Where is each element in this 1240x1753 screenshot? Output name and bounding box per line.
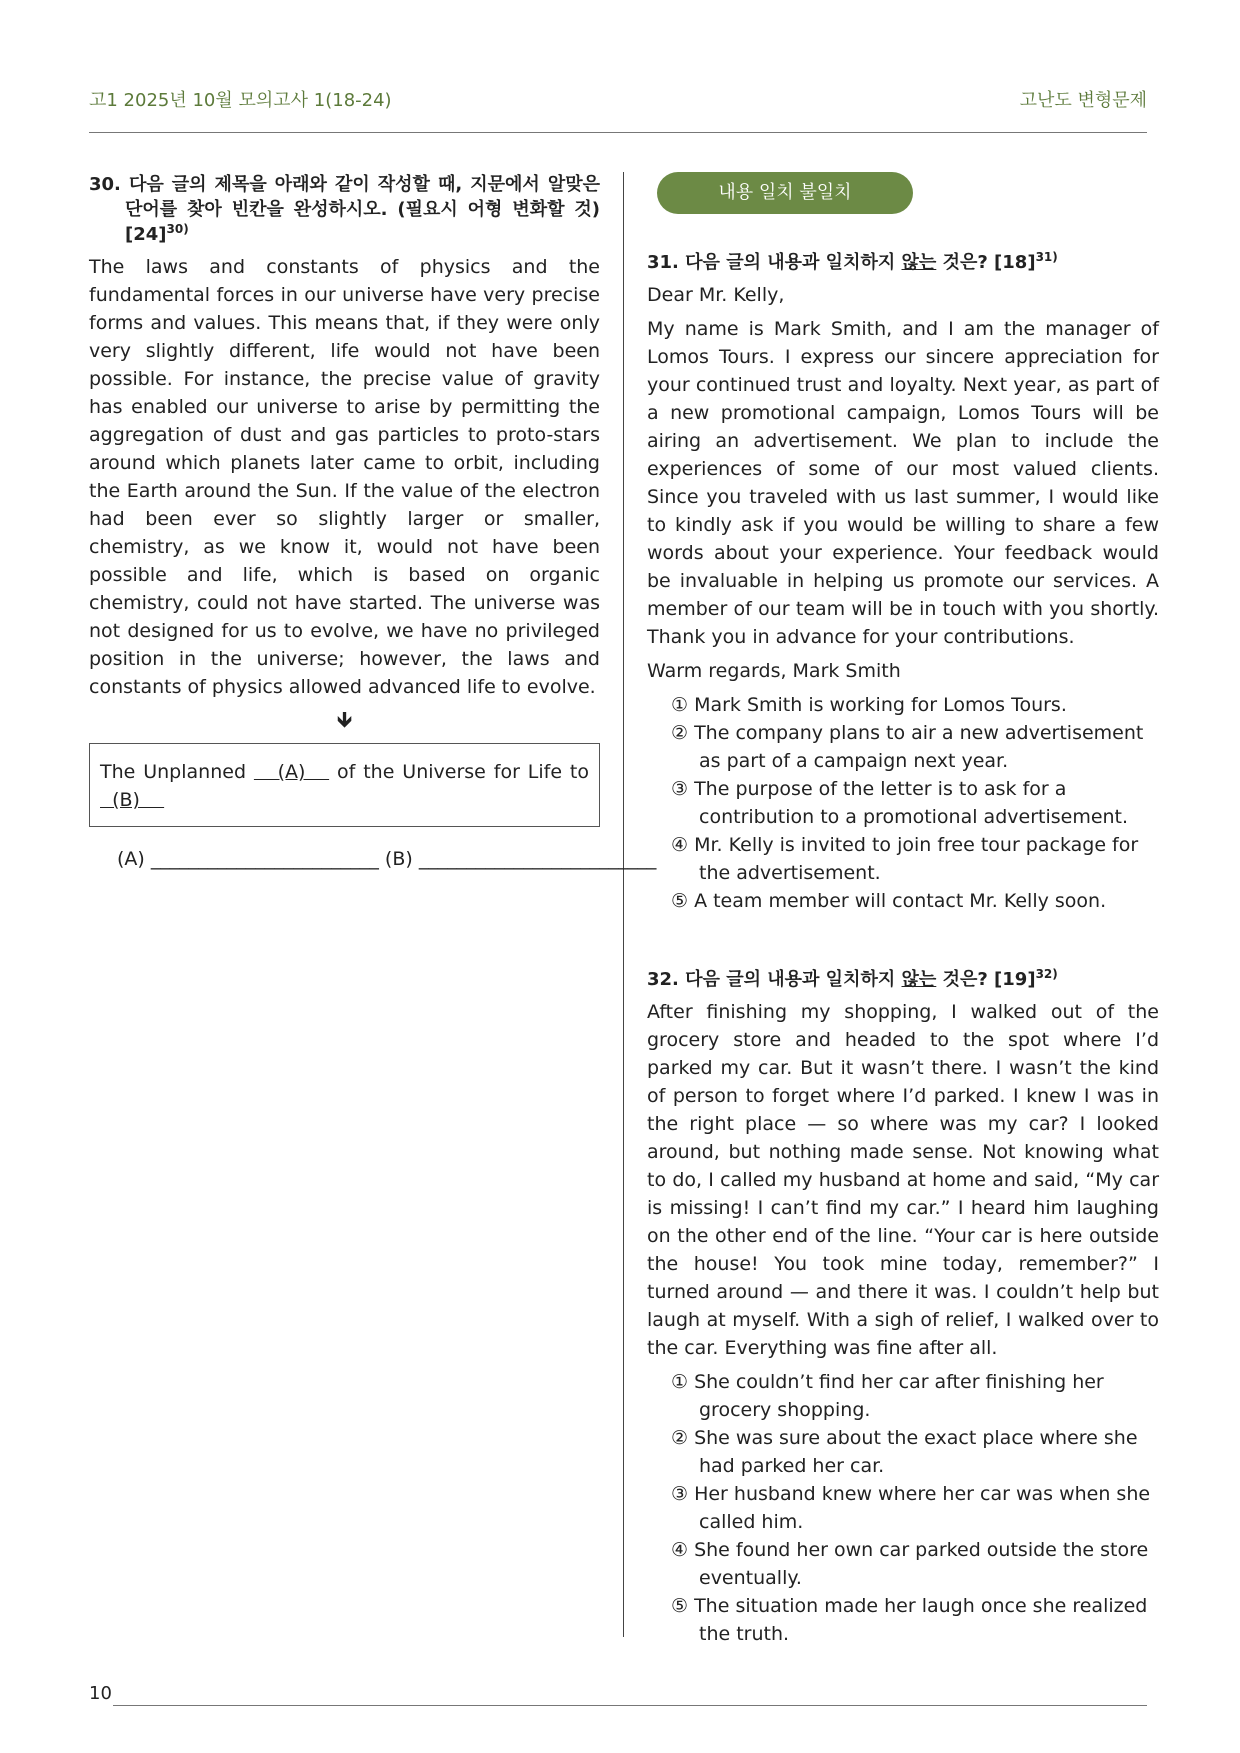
down-arrow-icon: 🡻 <box>336 708 353 733</box>
question-32-options <box>647 1368 1159 1648</box>
question-31-title <box>647 250 1159 275</box>
answer-a-line[interactable]: ________________________ <box>150 848 379 870</box>
letter-body: My name is Mark Smith, and I am the manager of Lomos Tours. I express our sincere appreciation for your continued trust and loyalty. Next year, as part of a new promotional campaign, Lomos Tours will be airing an advertisement. We plan to include the experiences of some of our most valued clients. Since you traveled with us last summer, I would like to kindly ask if you would be willing to share a few words about your experience. Your feedback would be invaluable in helping us promote our services. A member of our team will be in touch with you shortly. Thank you in advance for your contributions. <box>647 318 1159 648</box>
letter-salutation: Dear Mr. Kelly, <box>647 284 785 306</box>
blank-a: (A) <box>253 761 330 783</box>
answer-a-label: (A) <box>117 848 145 870</box>
question-30-passage: The laws and constants of physics and the fundamental forces in our universe have very precise forms and values. This means that, if they were only very slightly different, life would not have been possible. For instance, the precise value of gravity has enabled our universe to arise by permitting the aggregation of dust and gas particles to proto-stars around which planets later came to orbit, including the Earth around the Sun. If the value of the electron had been ever so slightly larger or smaller, chemistry, as we know it, would not have been possible and life, which is based on organic chemistry, could not have started. The universe was not designed for us to evolve, we have no privileged position in the universe; however, the laws and constants of physics allowed advanced life to evolve. <box>89 256 600 698</box>
question-31 <box>647 250 1159 915</box>
question-32-title <box>647 967 1159 992</box>
blank-b: (B) <box>100 789 165 811</box>
question-32 <box>647 967 1159 1648</box>
question-30 <box>89 172 657 873</box>
question-32-footnote: 32) <box>1035 967 1058 981</box>
header-category: 고난도 변형문제 <box>1019 90 1147 111</box>
option-1[interactable]: ① She couldn’t find her car after finishing her grocery shopping. <box>671 1371 1104 1421</box>
summary-text-1: The Unplanned <box>100 761 254 783</box>
question-30-footnote: 30) <box>166 222 189 236</box>
option-4[interactable]: ④ She found her own car parked outside the store eventually. <box>671 1539 1149 1589</box>
letter-closing: Warm regards, Mark Smith <box>647 660 901 682</box>
question-32-title-underlined: 않는 <box>901 969 937 990</box>
question-32-title-text: 다음 글의 내용과 일치하지 <box>685 969 902 990</box>
question-32-title-tail: 것은? [19] <box>936 969 1036 990</box>
answer-lines <box>89 845 657 873</box>
question-31-title-tail: 것은? [18] <box>936 252 1036 273</box>
right-column <box>647 172 1159 1648</box>
option-3[interactable]: ③ The purpose of the letter is to ask for a contribution to a promotional advertisement. <box>671 778 1129 828</box>
option-3[interactable]: ③ Her husband knew where her car was when she called him. <box>671 1483 1151 1533</box>
question-32-number: 32. <box>647 969 679 990</box>
option-1[interactable]: ① Mark Smith is working for Lomos Tours. <box>671 694 1067 716</box>
header-rule <box>89 132 1147 133</box>
section-pill: 내용 일치 불일치 <box>657 172 913 214</box>
question-31-title-underlined: 않는 <box>901 252 937 273</box>
column-divider <box>623 172 624 1637</box>
answer-b-label: (B) <box>384 848 413 870</box>
question-30-title-text: 다음 글의 제목을 아래와 같이 작성할 때, 지문에서 알맞은 단어를 찾아 빈칸을 완성하시오. (필요시 어형 변화할 것) [24] <box>125 174 600 245</box>
summary-text-2: of the Universe for Life to <box>329 761 589 783</box>
question-31-title-text: 다음 글의 내용과 일치하지 <box>685 252 902 273</box>
header-exam-title: 고1 2025년 10월 모의고사 1(18-24) <box>89 90 392 111</box>
option-2[interactable]: ② She was sure about the exact place where she had parked her car. <box>671 1427 1138 1477</box>
question-31-number: 31. <box>647 252 679 273</box>
question-32-passage: After finishing my shopping, I walked out of the grocery store and headed to the spot where I’d parked my car. But it wasn’t there. I wasn’t the kind of person to forget where I’d parked. I knew I was in the right place — so where was my car? I looked around, but nothing made sense. Not knowing what to do, I called my husband at home and said, “My car is missing! I can’t find my car.” I heard him laughing on the other end of the line. “Your car is here outside the house! You took mine today, remember?” I turned around — and there it was. I couldn’t help but laugh at myself. With a sigh of relief, I walked over to the car. Everything was fine after all. <box>647 1001 1159 1359</box>
footer-rule <box>113 1705 1147 1706</box>
question-30-number: 30. <box>89 174 121 195</box>
question-31-options <box>647 691 1159 915</box>
option-4[interactable]: ④ Mr. Kelly is invited to join free tour package for the advertisement. <box>671 834 1139 884</box>
option-5[interactable]: ⑤ A team member will contact Mr. Kelly soon. <box>671 890 1107 912</box>
summary-box <box>89 743 600 827</box>
option-5[interactable]: ⑤ The situation made her laugh once she realized the truth. <box>671 1595 1148 1645</box>
question-30-title <box>89 172 600 247</box>
option-2[interactable]: ② The company plans to air a new advertisement as part of a campaign next year. <box>671 722 1144 772</box>
question-31-footnote: 31) <box>1035 250 1058 264</box>
answer-b-line[interactable]: _________________________ <box>418 848 657 870</box>
page-number: 10 <box>89 1683 112 1704</box>
